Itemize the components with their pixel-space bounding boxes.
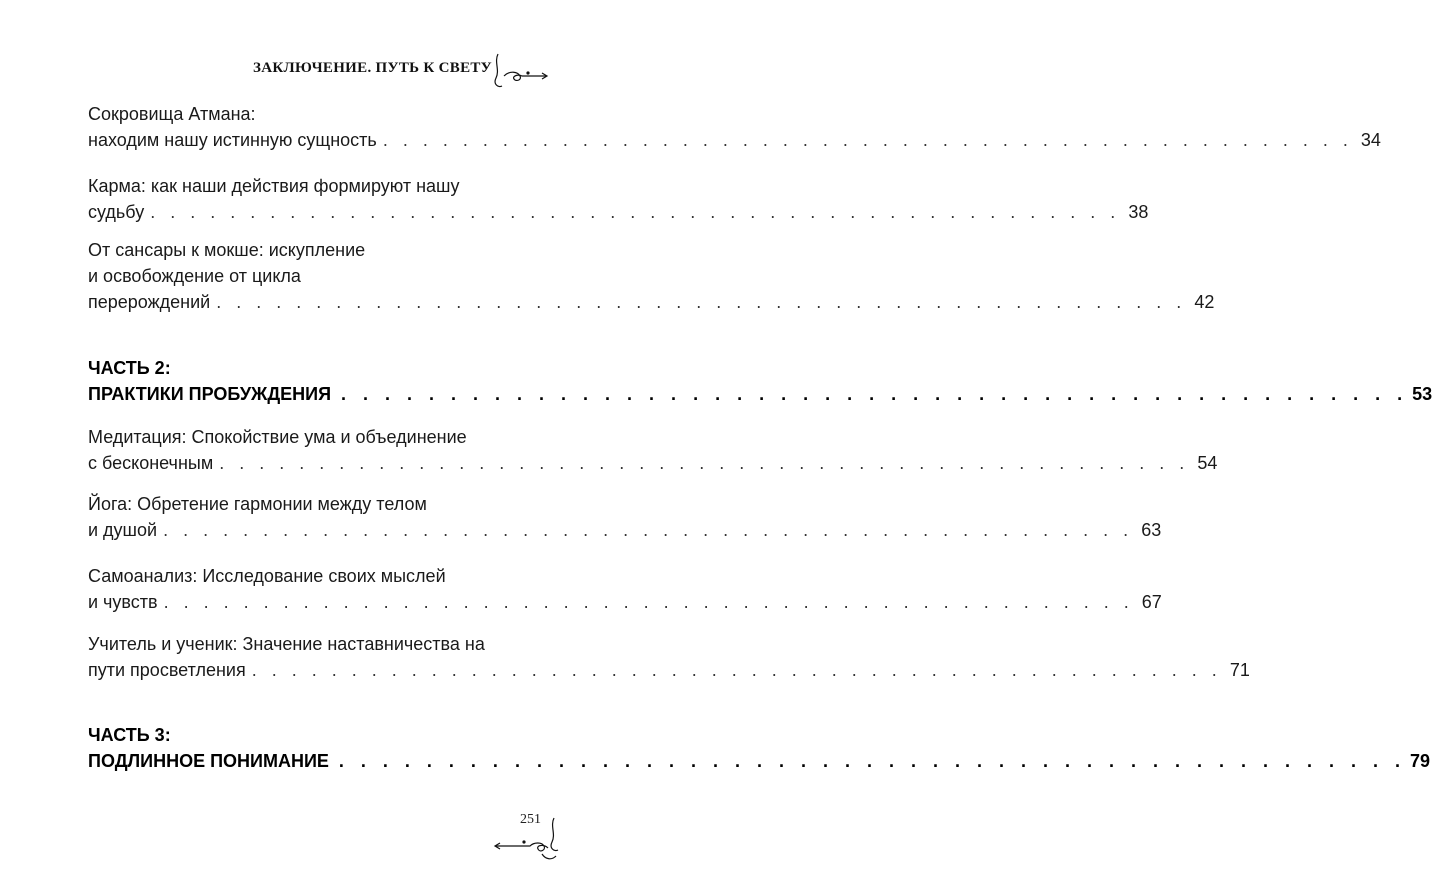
part-page-number: 53 (1412, 384, 1432, 404)
toc-entry-line: судьбу (88, 202, 145, 222)
toc-entry (88, 424, 1218, 476)
leader-dots: . . . . . . . . . . . . . . . . . . . . . . . . . . . . . . . . . . . . . . . . . . . . . . . . . (341, 384, 1409, 404)
toc-entry-line: пути просветления (88, 660, 246, 680)
toc-entry (88, 631, 1250, 683)
part-page-number: 79 (1410, 751, 1431, 771)
toc-page-number: 71 (1229, 660, 1250, 680)
toc-entry-line: Карма: как наши действия формируют нашу (88, 176, 460, 196)
page-number: 251 (520, 812, 541, 827)
leader-dots: . . . . . . . . . . . . . . . . . . . . . . . . . . . . . . . . . . . . . . . . . . . . . . . . . (216, 292, 1187, 312)
toc-entry-line: Йога: Обретение гармонии между телом (88, 494, 427, 514)
part-title: ПОДЛИННОЕ ПОНИМАНИЕ (88, 751, 329, 771)
leader-dots: . . . . . . . . . . . . . . . . . . . . . . . . . . . . . . . . . . . . . . . . . . . . . . . . . (150, 202, 1121, 222)
toc-entry-line: Сокровища Атмана: (88, 104, 256, 124)
flourish-ornament-icon (494, 818, 564, 866)
toc-page-number: 38 (1128, 202, 1149, 222)
toc-entry (88, 173, 1149, 225)
toc-page-number: 42 (1194, 292, 1215, 312)
leader-dots: . . . . . . . . . . . . . . . . . . . . . . . . . . . . . . . . . . . . . . . . . . . . . . . . . (338, 751, 1407, 771)
toc-page-number: 63 (1141, 520, 1162, 540)
toc-entry-line: От сансары к мокше: искупление (88, 240, 366, 260)
toc-entry-line: Учитель и ученик: Значение наставничества на (88, 634, 485, 654)
toc-entry-line: с бесконечным (88, 453, 214, 473)
running-header: ЗАКЛЮЧЕНИЕ. ПУТЬ К СВЕТУ (252, 60, 492, 76)
part-label: ЧАСТЬ 2: (88, 358, 171, 378)
part-title: ПРАКТИКИ ПРОБУЖДЕНИЯ (88, 384, 332, 404)
toc-entry (88, 237, 1215, 315)
toc-page-number: 34 (1360, 130, 1381, 150)
leader-dots: . . . . . . . . . . . . . . . . . . . . . . . . . . . . . . . . . . . . . . . . . . . . . . . . . (163, 520, 1134, 540)
part-heading (88, 722, 1431, 774)
toc-entry (88, 563, 1162, 615)
part-heading (88, 355, 1432, 407)
leader-dots: . . . . . . . . . . . . . . . . . . . . . . . . . . . . . . . . . . . . . . . . . . . . . . . . . (219, 453, 1190, 473)
leader-dots: . . . . . . . . . . . . . . . . . . . . . . . . . . . . . . . . . . . . . . . . . . . . . . . . . (163, 592, 1134, 612)
toc-entry (88, 101, 1381, 153)
toc-entry-line: и освобождение от цикла (88, 266, 301, 286)
flourish-ornament-icon (490, 52, 550, 94)
leader-dots: . . . . . . . . . . . . . . . . . . . . . . . . . . . . . . . . . . . . . . . . . . . . . . . . . (251, 660, 1222, 680)
toc-entry (88, 491, 1162, 543)
toc-page-number: 54 (1197, 453, 1218, 473)
toc-entry-line: и чувств (88, 592, 158, 612)
leader-dots: . . . . . . . . . . . . . . . . . . . . . . . . . . . . . . . . . . . . . . . . . . . . . . . . . (382, 130, 1353, 150)
toc-page-number: 67 (1141, 592, 1162, 612)
part-label: ЧАСТЬ 3: (88, 725, 171, 745)
toc-entry-line: Самоанализ: Исследование своих мыслей (88, 566, 446, 586)
toc-entry-line: Медитация: Спокойствие ума и объединение (88, 427, 467, 447)
toc-entry-line: находим нашу истинную сущность (88, 130, 377, 150)
toc-entry-line: и душой (88, 520, 158, 540)
toc-entry-line: перерождений (88, 292, 211, 312)
